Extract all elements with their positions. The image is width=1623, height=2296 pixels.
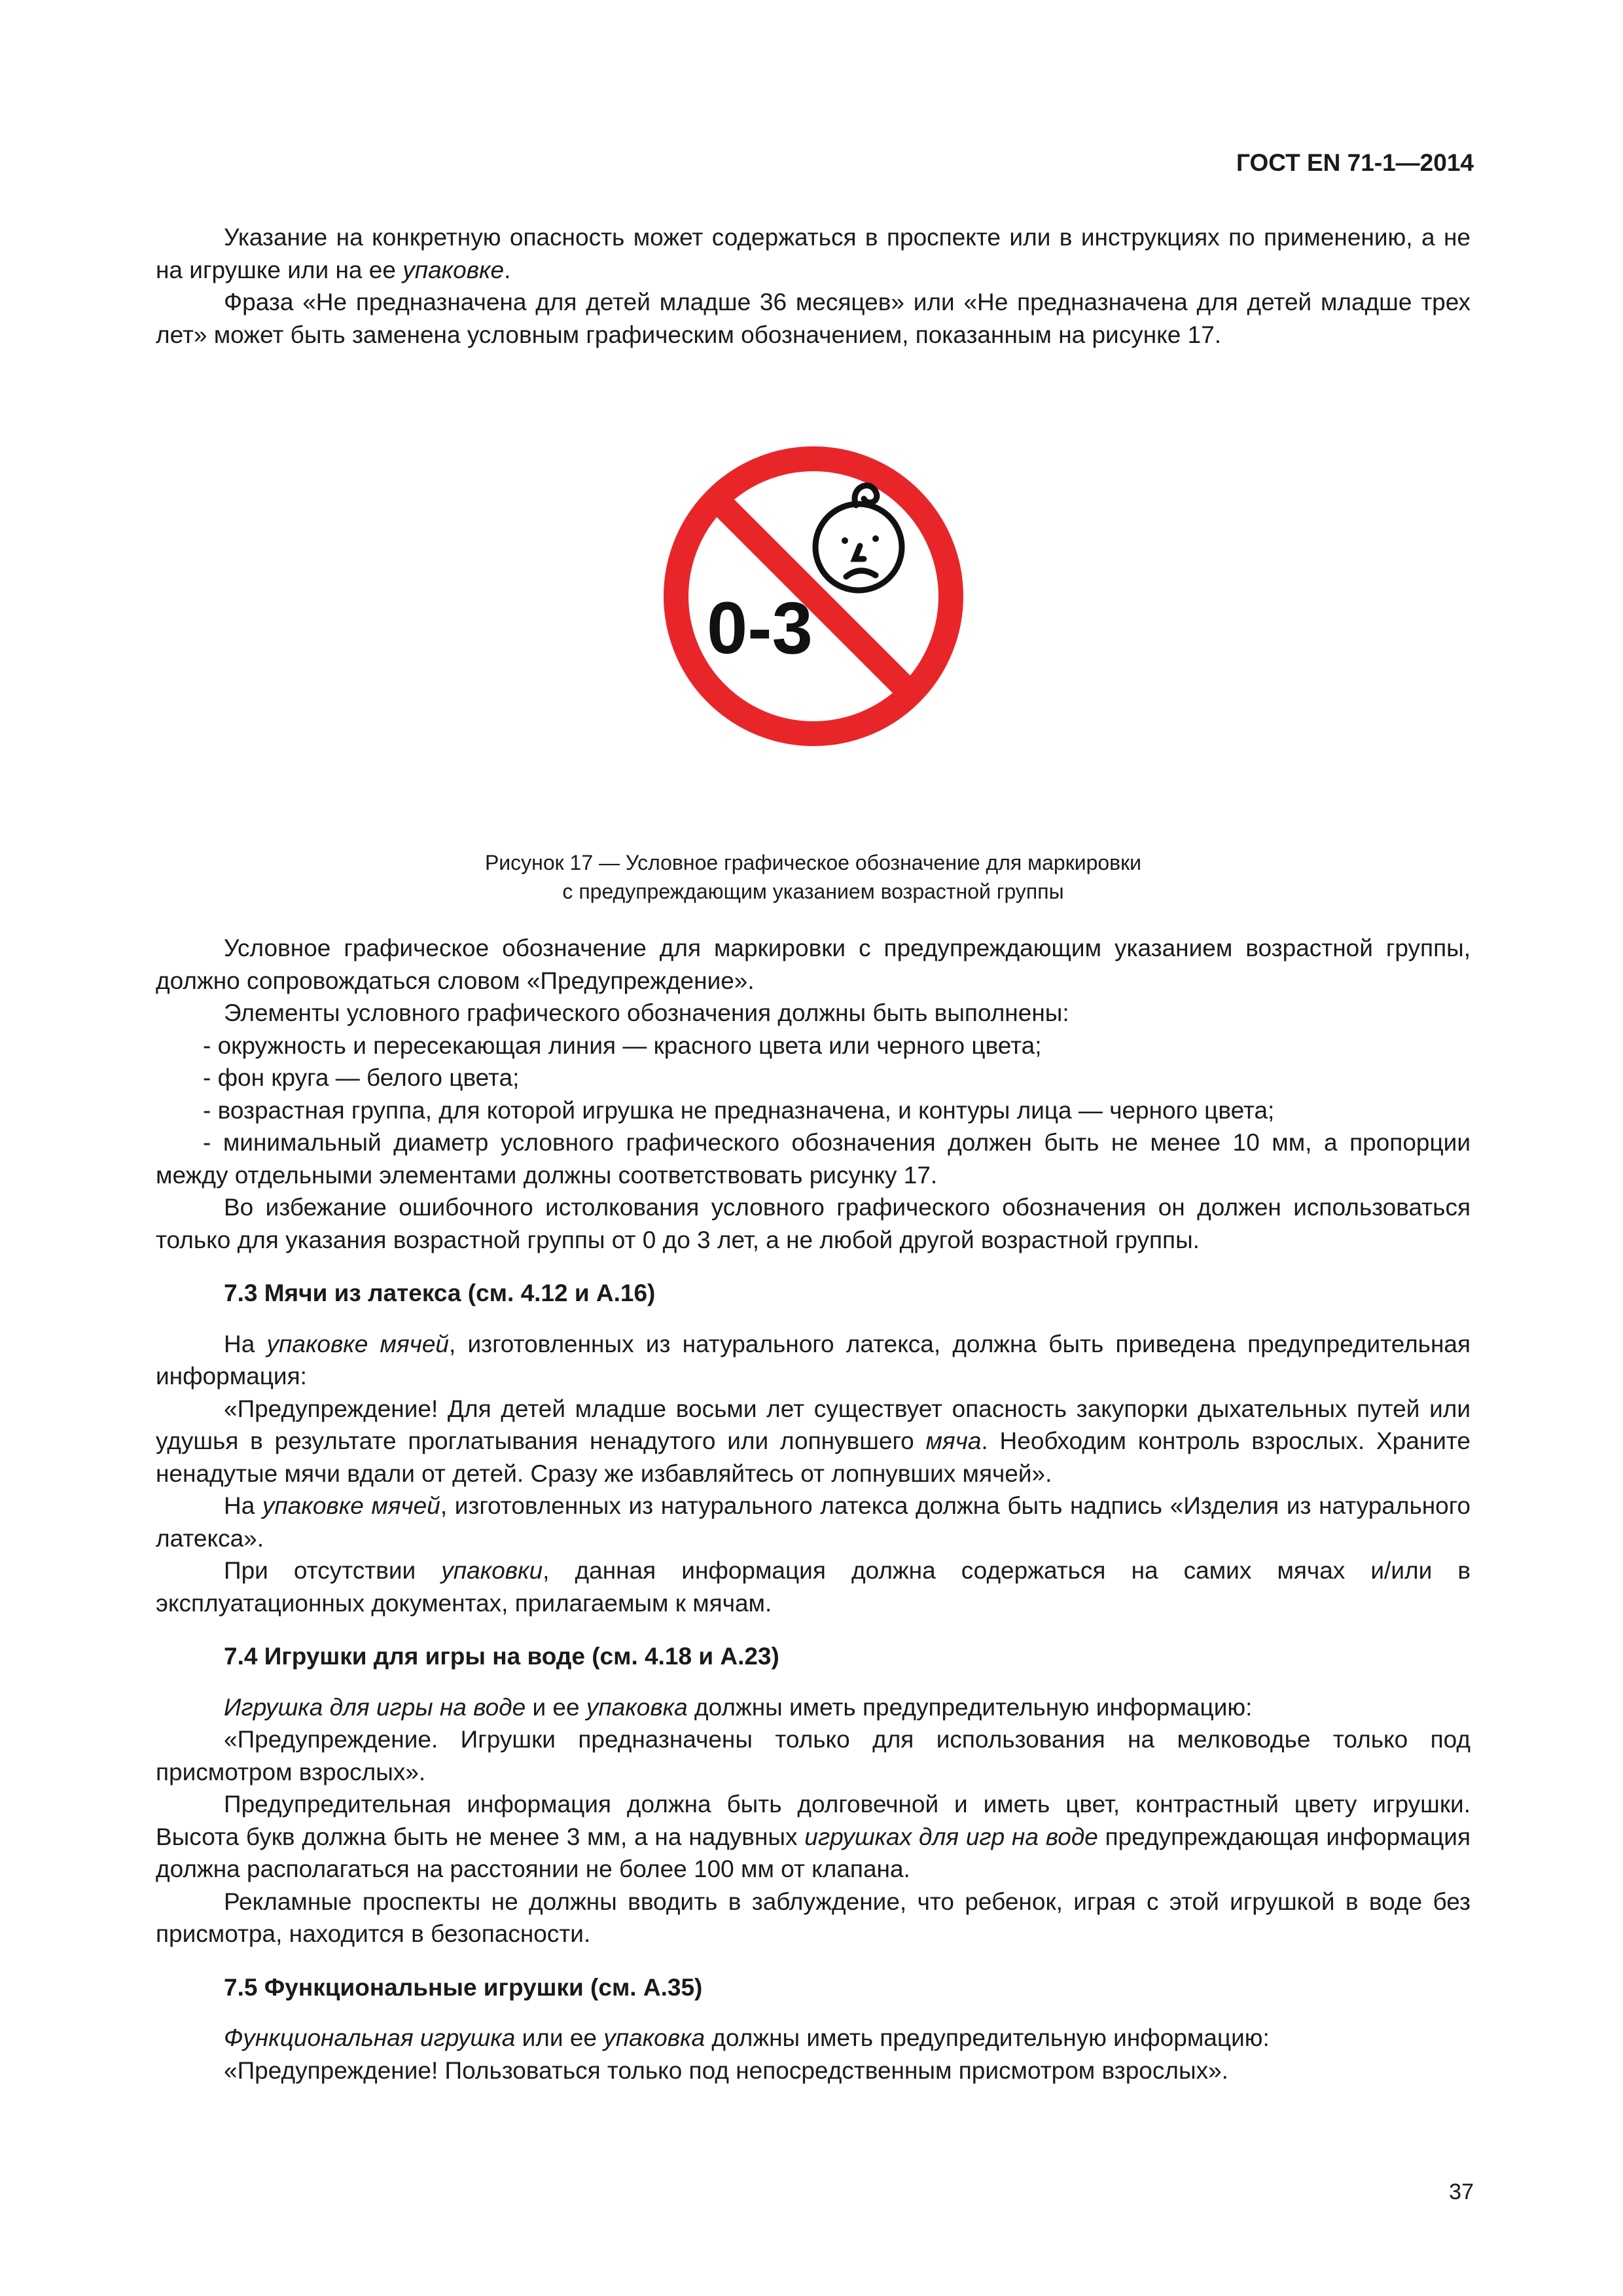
s74-paragraph-4: Рекламные проспекты не должны вводить в заблуждение, что ребенок, играя с этой игрушкой в воде без присмотра, находится в безопасности.	[156, 1888, 1471, 1947]
page-body	[156, 221, 1471, 2087]
symbol-paragraph-3: Во избежание ошибочного истолкования условного графического обозначения он должен использоваться только для указания возрастной группы от 0 до 3 лет, а не любой другой возрастной группы.	[156, 1194, 1471, 1253]
intro-paragraph-1: Указание на конкретную опасность может содержаться в проспекте или в инструкциях по применению, а не на игрушке или на ее упаковке.	[156, 224, 1471, 283]
s73-paragraph-1: На упаковке мячей, изготовленных из натурального латекса, должна быть приведена предупредительная информация:	[156, 1330, 1471, 1390]
list-item: - возрастная группа, для которой игрушка не предназначена, и контуры лица — черного цвета;	[203, 1096, 1275, 1124]
caption-line-2: с предупреждающим указанием возрастной группы	[562, 880, 1064, 903]
list-item: - минимальный диаметр условного графического обозначения должен быть не менее 10 мм, а пропорции между отдельными элементами должны соответствовать рисунку 17.	[156, 1129, 1471, 1189]
document-code: ГОСТ EN 71-1—2014	[1236, 149, 1474, 176]
s74-paragraph-1: Игрушка для игры на воде и ее упаковка должны иметь предупредительную информацию:	[224, 1693, 1253, 1721]
s73-paragraph-3: На упаковке мячей, изготовленных из натурального латекса должна быть надпись «Изделия из натурального латекса».	[156, 1492, 1471, 1552]
section-heading-7-3: 7.3 Мячи из латекса (см. 4.12 и А.16)	[224, 1280, 656, 1306]
symbol-paragraph-2: Элементы условного графического обозначения должны быть выполнены:	[224, 999, 1069, 1026]
s75-paragraph-2: «Предупреждение! Пользоваться только под непосредственным присмотром взрослых».	[224, 2056, 1228, 2084]
figure-caption	[156, 848, 1471, 906]
list-item: - фон круга — белого цвета;	[203, 1064, 520, 1091]
s73-paragraph-4: При отсутствии упаковки, данная информация должна содержаться на самих мячах и/или в эксплуатационных документах, прилагаемым к мячам.	[156, 1557, 1471, 1617]
intro-paragraph-2: Фраза «Не предназначена для детей младше 36 месяцев» или «Не предназначена для детей младше трех лет» может быть заменена условным графическим обозначением, показанным на рисунке 17.	[156, 289, 1471, 348]
s75-paragraph-1: Функциональная игрушка или ее упаковка должны иметь предупредительную информацию:	[224, 2024, 1270, 2051]
section-heading-7-4: 7.4 Игрушки для игры на воде (см. 4.18 и А.23)	[224, 1643, 779, 1670]
caption-line-1: Рисунок 17 — Условное графическое обозначение для маркировки	[484, 851, 1142, 874]
age-warning-symbol	[660, 442, 967, 750]
figure-17	[156, 442, 1471, 802]
list-item: - окружность и пересекающая линия — красного цвета или черного цвета;	[203, 1031, 1042, 1059]
s73-paragraph-2: «Предупреждение! Для детей младше восьми лет существует опасность закупорки дыхательных путей или удушья в результате проглатывания ненадутого или лопнувшего мяча. Необходим контроль взрослых. Храните ненадутые мячи вдали от детей. Сразу же избавляйтесь от лопнувших мячей».	[156, 1395, 1471, 1487]
symbol-paragraph-1: Условное графическое обозначение для маркировки с предупреждающим указанием возрастной группы, должно сопровождаться словом «Предупреждение».	[156, 935, 1471, 994]
section-heading-7-5: 7.5 Функциональные игрушки (см. А.35)	[224, 1973, 703, 2001]
age-range-label: 0-3	[707, 587, 813, 669]
page-number: 37	[1449, 2179, 1474, 2204]
s74-paragraph-3: Предупредительная информация должна быть долговечной и иметь цвет, контрастный цвету игрушки. Высота букв должна быть не менее 3 мм, а на надувных игрушках для игр на воде предупреждающая информация должна располагаться на расстоянии не более 100 мм от клапана.	[156, 1791, 1471, 1882]
s74-paragraph-2: «Предупреждение. Игрушки предназначены только для использования на мелководье только под присмотром взрослых».	[156, 1726, 1471, 1785]
